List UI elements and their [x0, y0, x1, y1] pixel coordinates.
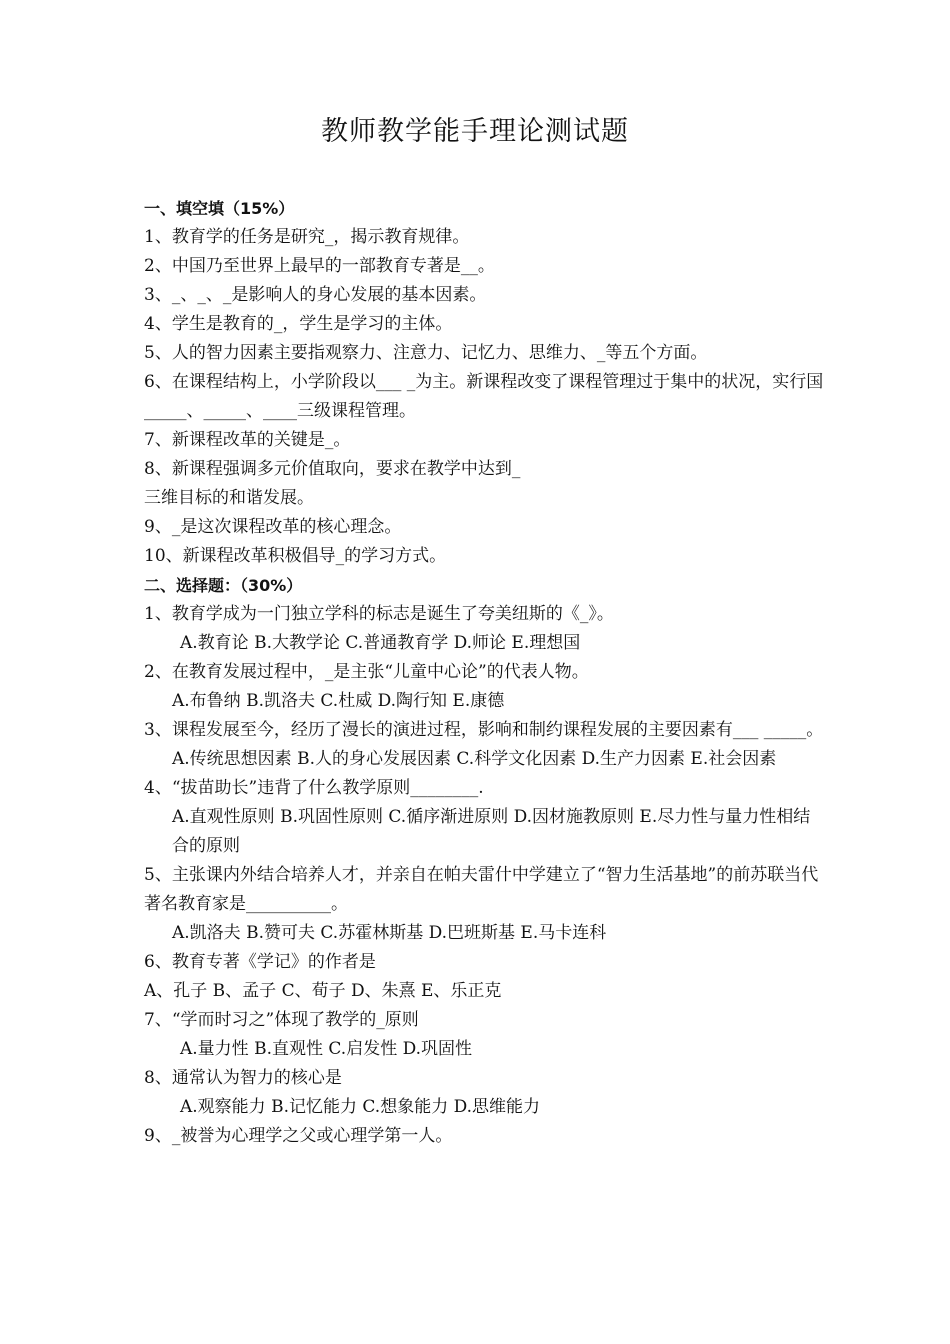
choice-question-5: 5、主张课内外结合培养人才，并亲自在帕夫雷什中学建立了“智力生活基地”的前苏联当代著名教育家是__________。 [144, 865, 819, 914]
choice-question-6: 6、教育专著《学记》的作者是 [144, 952, 376, 972]
fill-in-question-10: 10、新课程改革积极倡导_的学习方式。 [144, 546, 447, 566]
fill-in-question-2: 2、中国乃至世界上最早的一部教育专著是__。 [144, 256, 495, 276]
choice-question-3-options: A.传统思想因素 B.人的身心发展因素 C.科学文化因素 D.生产力因素 E.社会因素 [172, 749, 777, 769]
choice-question-1: 1、教育学成为一门独立学科的标志是诞生了夸美纽斯的《_》。 [144, 604, 614, 624]
fill-in-question-1: 1、教育学的任务是研究_，揭示教育规律。 [144, 227, 470, 247]
choice-question-4-options: A.直观性原则 B.巩固性原则 C.循序渐进原则 D.因材施教原则 E.尽力性与量力性相结合的原则 [172, 807, 811, 856]
fill-in-question-6: 6、在课程结构上，小学阶段以___ _为主。新课程改变了课程管理过于集中的状况，实行国_____、_____、____三级课程管理。 [144, 372, 824, 421]
fill-in-question-9: 9、_是这次课程改革的核心理念。 [144, 517, 402, 537]
fill-in-question-7: 7、新课程改革的关键是_。 [144, 430, 351, 450]
fill-in-question-5: 5、人的智力因素主要指观察力、注意力、记忆力、思维力、_等五个方面。 [144, 343, 708, 363]
choice-question-7: 7、“学而时习之”体现了教学的_原则 [144, 1010, 419, 1030]
choice-question-8: 8、通常认为智力的核心是 [144, 1068, 342, 1088]
choice-question-2-options: A.布鲁纳 B.凯洛夫 C.杜威 D.陶行知 E.康德 [172, 691, 505, 711]
choice-question-2: 2、在教育发展过程中，_是主张“儿童中心论”的代表人物。 [144, 662, 589, 682]
section-heading-fill-in: 一、填空填（15%） [144, 199, 295, 218]
fill-in-question-3: 3、_、_、_是影响人的身心发展的基本因素。 [144, 285, 487, 305]
choice-question-1-options: A.教育论 B.大教学论 C.普通教育学 D.师论 E.理想国 [180, 633, 581, 653]
choice-question-8-options: A.观察能力 B.记忆能力 C.想象能力 D.思维能力 [180, 1097, 541, 1117]
choice-question-7-options: A.量力性 B.直观性 C.启发性 D.巩固性 [180, 1039, 473, 1059]
choice-question-4: 4、“拔苗助长”违背了什么教学原则________. [144, 778, 484, 798]
choice-question-3: 3、课程发展至今，经历了漫长的演进过程，影响和制约课程发展的主要因素有___ _____。 [144, 720, 824, 740]
choice-question-5-options: A.凯洛夫 B.赞可夫 C.苏霍林斯基 D.巴班斯基 E.马卡连科 [172, 923, 607, 943]
fill-in-question-8-continued: 三维目标的和谐发展。 [144, 488, 314, 508]
document-body [144, 194, 824, 1151]
fill-in-question-8: 8、新课程强调多元价值取向，要求在教学中达到_ [144, 459, 521, 479]
section-heading-multiple-choice: 二、选择题：（30%） [144, 576, 303, 595]
choice-question-6-options: A、孔子 B、孟子 C、荀子 D、朱熹 E、乐正克 [144, 981, 502, 1001]
choice-question-9: 9、_被誉为心理学之父或心理学第一人。 [144, 1126, 453, 1146]
fill-in-question-4: 4、学生是教育的_，学生是学习的主体。 [144, 314, 453, 334]
page-title: 教师教学能手理论测试题 [321, 116, 629, 147]
